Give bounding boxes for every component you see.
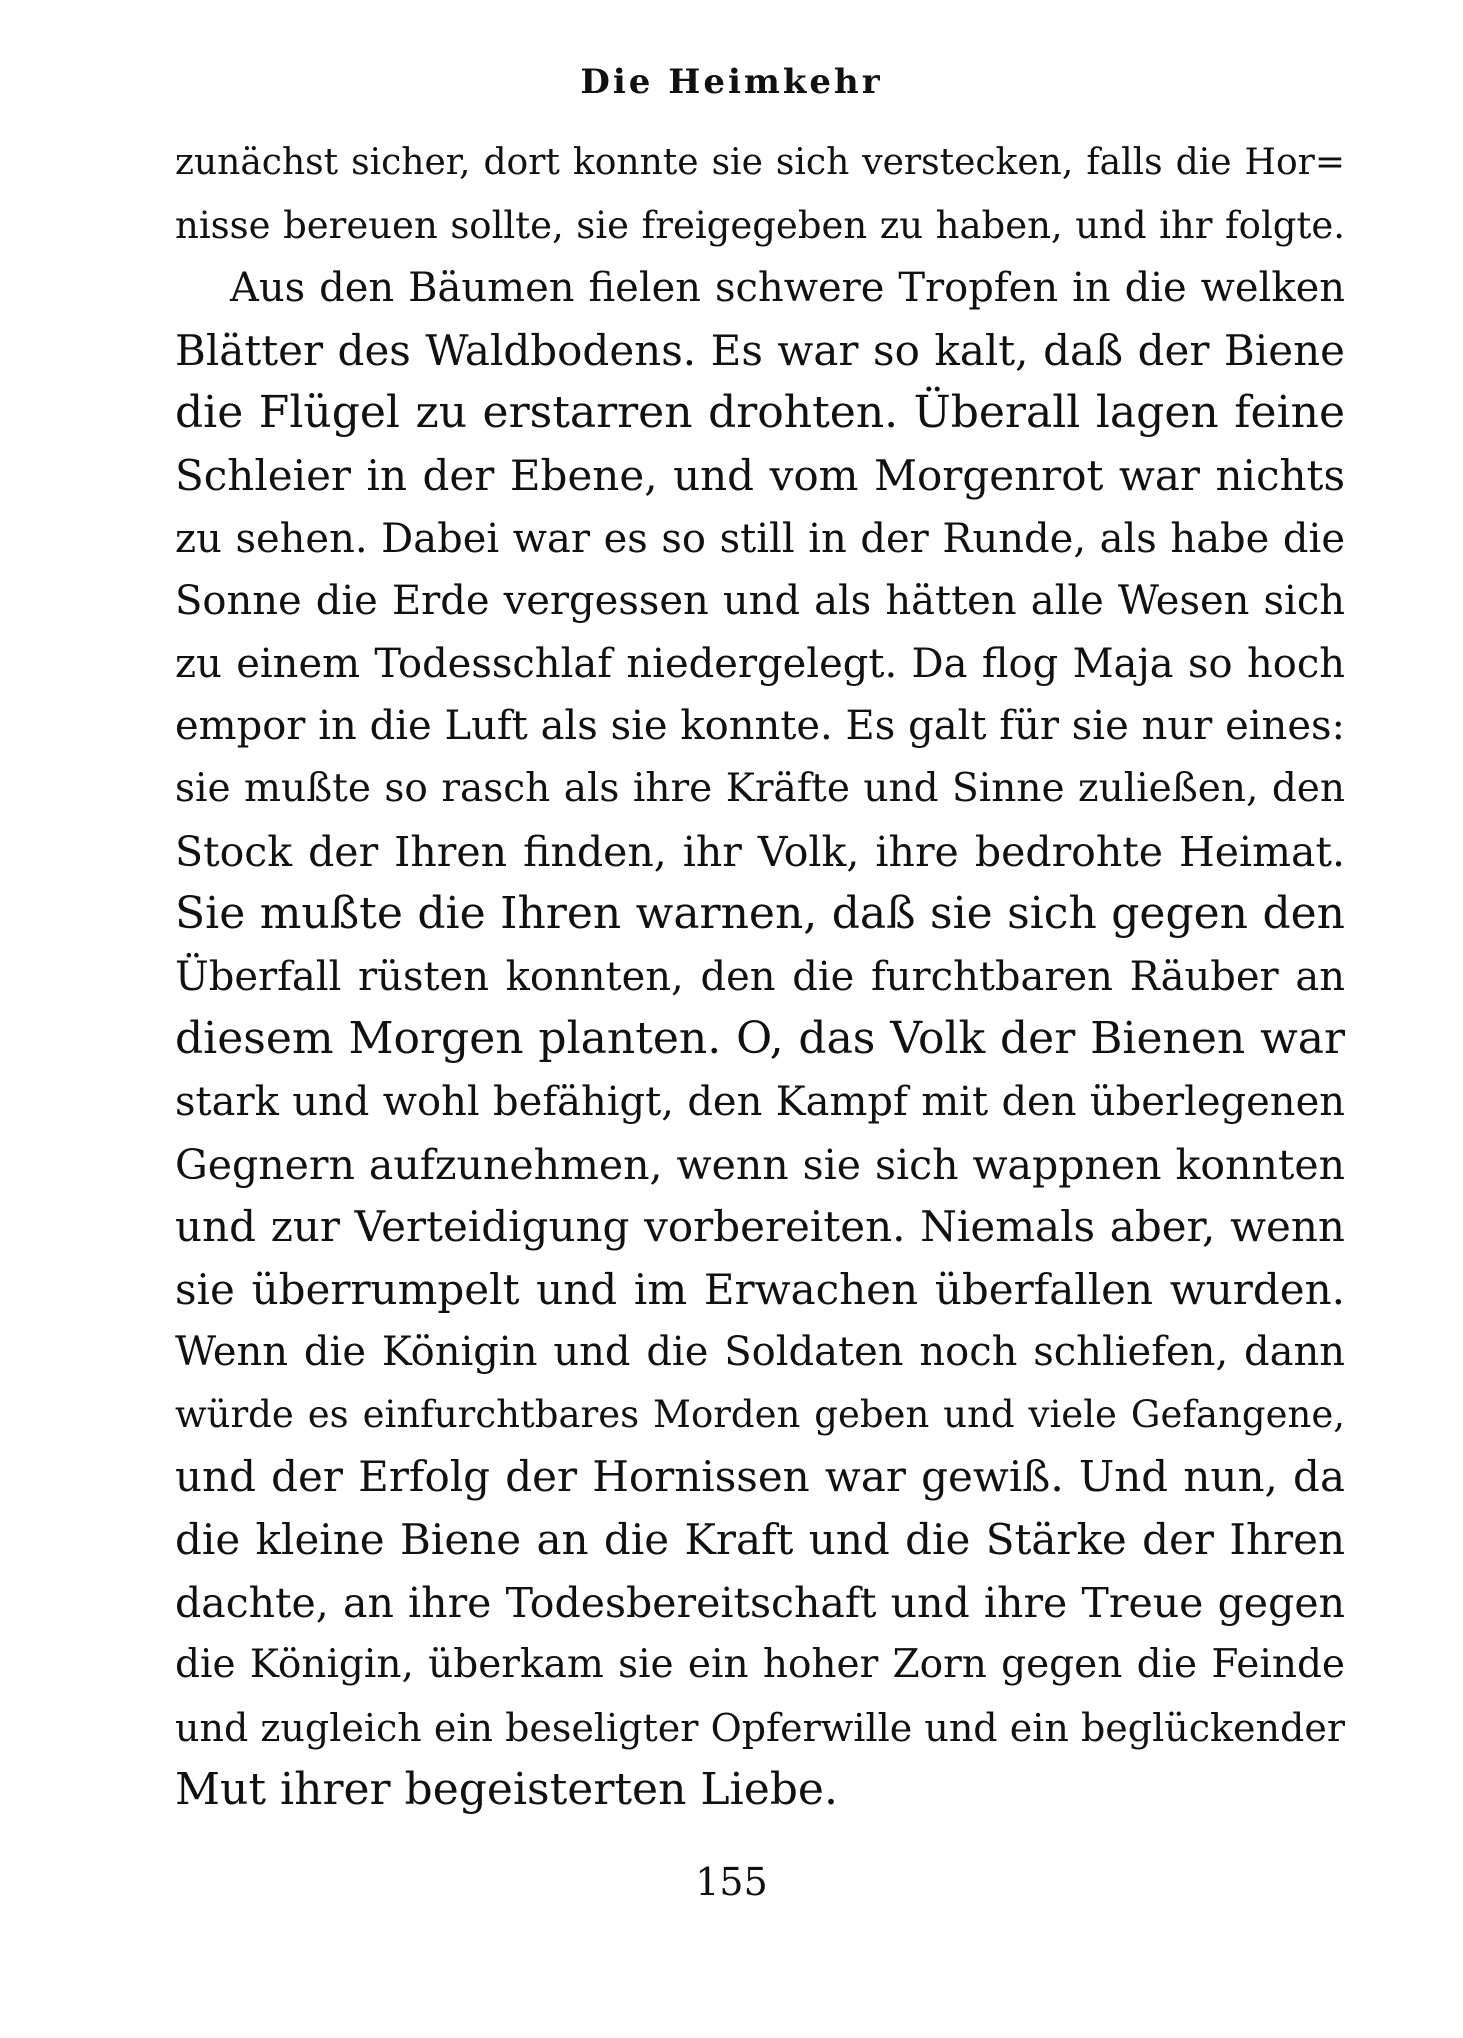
text-line: Aus den Bäumen fielen schwere Tropfen in die welken — [230, 265, 1345, 312]
text-line: Mut ihrer begeisterten Liebe. — [175, 1764, 838, 1816]
text-line: stark und wohl befähigt, den Kampf mit den überlegenen — [175, 1078, 1345, 1125]
text-line: sie überrumpelt und im Erwachen überfallen wurden. — [175, 1264, 1345, 1314]
text-line: die Königin, überkam sie ein hoher Zorn gegen die Feinde — [175, 1642, 1345, 1688]
text-line: Sonne die Erde vergessen und als hätten alle Wesen sich — [175, 578, 1345, 625]
text-line: dachte, an ihre Todesbereitschaft und ihre Treue gegen — [175, 1578, 1345, 1627]
text-line: die kleine Biene an die Kraft und die Stärke der Ihren — [175, 1515, 1345, 1565]
text-line: sie mußte so rasch als ihre Kräfte und Sinne zuließen, den — [175, 765, 1345, 811]
text-line: und zugleich ein beseligter Opferwille und ein beglückender — [175, 1705, 1345, 1750]
text-line: würde es einfurchtbares Morden geben und viele Gefangene, — [175, 1392, 1345, 1436]
text-line: zunächst sicher, dort konnte sie sich verstecken, falls die Hor= — [175, 142, 1345, 183]
text-line: zu einem Todesschlaf niedergelegt. Da flog Maja so hoch — [175, 640, 1345, 687]
text-line: Gegnern aufzunehmen, wenn sie sich wappnen konnten — [175, 1140, 1345, 1189]
text-line: zu sehen. Dabei war es so still in der Runde, als habe die — [175, 515, 1345, 562]
text-line: Wenn die Königin und die Soldaten noch schliefen, dann — [175, 1329, 1345, 1376]
text-line: Überfall rüsten konnten, den die furchtbaren Räuber an — [175, 953, 1345, 1000]
text-line: die Flügel zu erstarren drohten. Überall lagen feine — [175, 387, 1345, 439]
text-line: Schleier in der Ebene, und vom Morgenrot war nichts — [175, 450, 1345, 500]
text-line: und der Erfolg der Hornissen war gewiß. Und nun, da — [175, 1452, 1345, 1502]
body-text — [175, 132, 1345, 1822]
text-line: und zur Verteidigung vorbereiten. Niemals aber, wenn — [175, 1202, 1345, 1252]
text-line: diesem Morgen planten. O, das Volk der Bienen war — [175, 1013, 1345, 1065]
running-head: Die Heimkehr — [580, 62, 883, 102]
text-line: nisse bereuen sollte, sie freigegeben zu haben, und ihr folgte. — [175, 203, 1345, 247]
text-line: Sie mußte die Ihren warnen, daß sie sich gegen den — [175, 888, 1345, 940]
page-number: 155 — [695, 1860, 768, 1904]
text-line: empor in die Luft als sie konnte. Es galt für sie nur eines: — [175, 703, 1345, 750]
text-line: Stock der Ihren finden, ihr Volk, ihre bedrohte Heimat. — [175, 827, 1345, 876]
text-line: Blätter des Waldbodens. Es war so kalt, daß der Biene — [175, 325, 1345, 375]
